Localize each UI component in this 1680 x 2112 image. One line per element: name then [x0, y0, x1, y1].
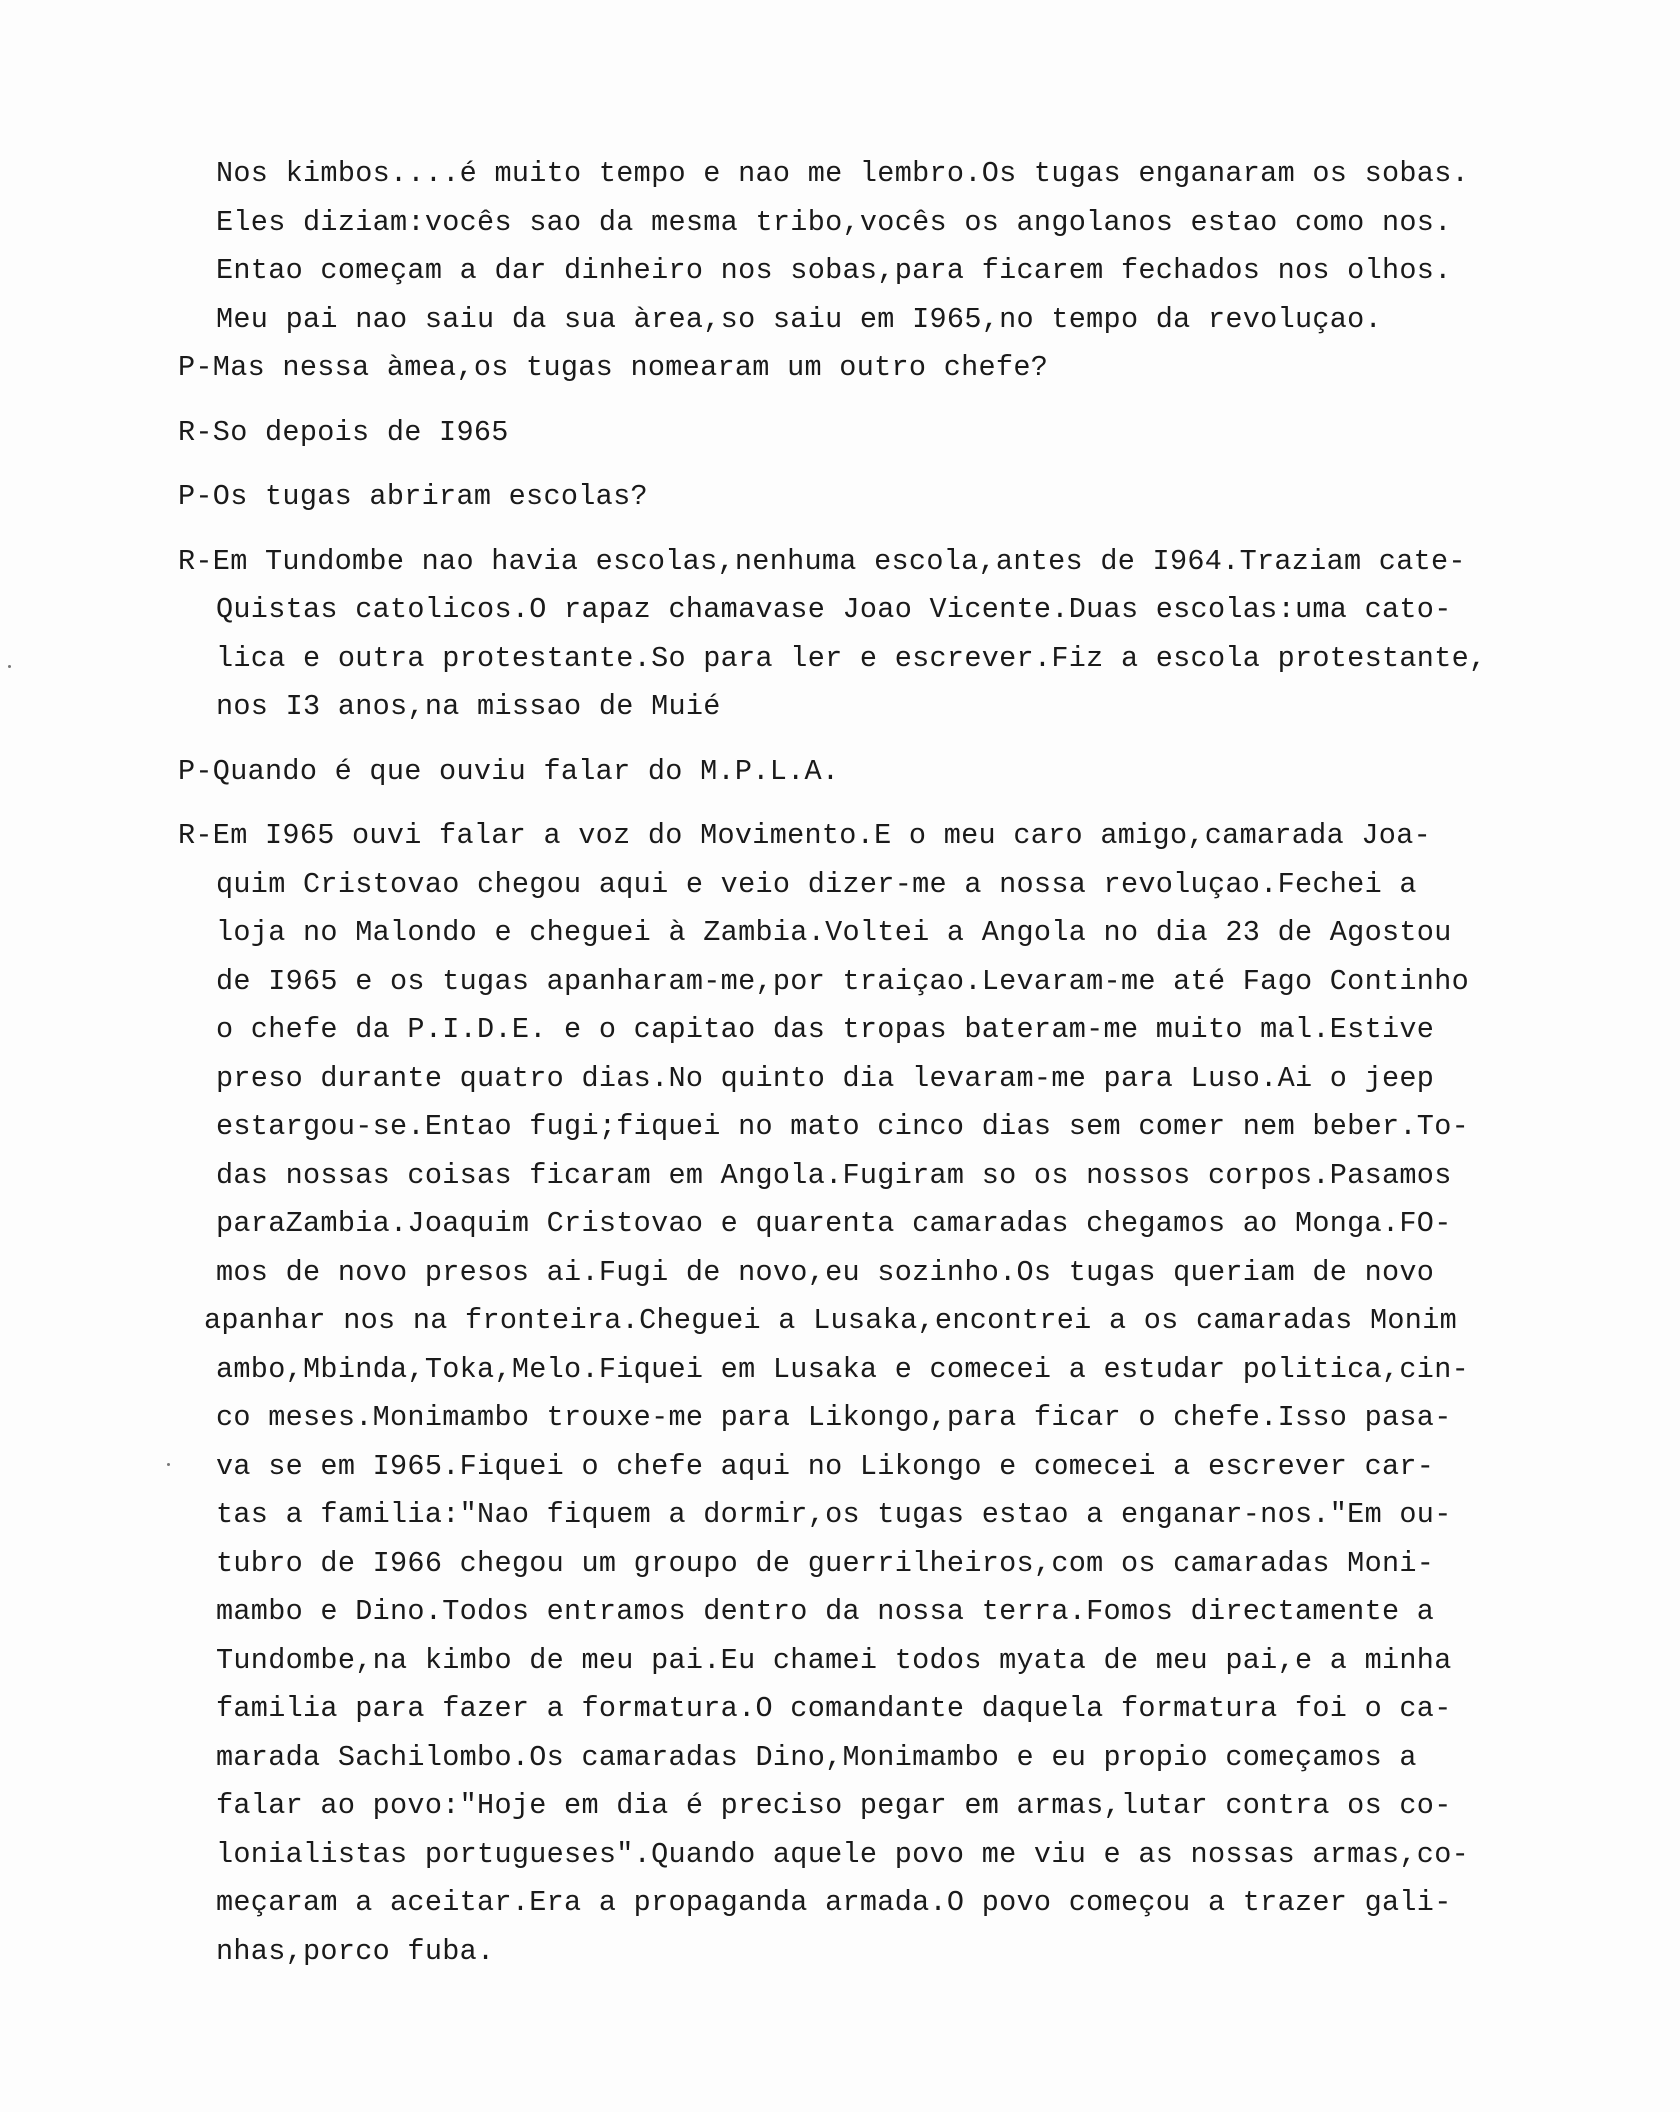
- text-line: preso durante quatro dias.No quinto dia levaram-me para Luso.Ai o jeep: [216, 1061, 1435, 1095]
- text-line: lica e outra protestante.So para ler e escrever.Fiz a escola protestante,: [216, 641, 1487, 675]
- text-line: co meses.Monimambo trouxe-me para Likongo,para ficar o chefe.Isso pasa-: [216, 1401, 1452, 1434]
- scan-speck: [167, 1463, 170, 1466]
- text-line: tas a familia:"Nao fiquem a dormir,os tugas estao a enganar-nos."Em ou-: [216, 1498, 1452, 1531]
- text-line: P-Mas nessa àmea,os tugas nomearam um outro chefe?: [178, 351, 1049, 384]
- text-line: estargou-se.Entao fugi;fiquei no mato cinco dias sem comer nem beber.To-: [216, 1110, 1469, 1143]
- text-line: Meu pai nao saiu da sua àrea,so saiu em I965,no tempo da revoluçao.: [216, 302, 1382, 336]
- text-line: P-Quando é que ouviu falar do M.P.L.A.: [178, 754, 840, 788]
- text-line: apanhar nos na fronteira.Cheguei a Lusaka,encontrei a os camaradas Monim: [204, 1304, 1457, 1337]
- text-line: o chefe da P.I.D.E. e o capitao das tropas bateram-me muito mal.Estive: [216, 1013, 1435, 1046]
- text-line: Eles diziam:vocês sao da mesma tribo,vocês os angolanos estao como nos.: [216, 205, 1452, 239]
- text-line: das nossas coisas ficaram em Angola.Fugiram so os nossos corpos.Pasamos: [216, 1158, 1452, 1192]
- question-paragraph: [178, 344, 1658, 393]
- text-line: Nos kimbos....é muito tempo e nao me lembro.Os tugas enganaram os sobas.: [216, 157, 1469, 190]
- text-line: tubro de I966 chegou um groupo de guerrilheiros,com os camaradas Moni-: [216, 1546, 1435, 1580]
- text-line: de I965 e os tugas apanharam-me,por traiçao.Levaram-me até Fago Continho: [216, 964, 1469, 998]
- scan-speck: [8, 665, 11, 668]
- text-line: R-Em I965 ouvi falar a voz do Movimento.E o meu caro amigo,camarada Joa-: [178, 819, 1431, 852]
- text-line: nhas,porco fuba.: [216, 1934, 495, 1968]
- document-text: [178, 150, 1658, 1976]
- text-line: falar ao povo:"Hoje em dia é preciso pegar em armas,lutar contra os co-: [216, 1789, 1452, 1822]
- paragraph-continuation: [178, 150, 1658, 344]
- answer-paragraph: [178, 538, 1658, 732]
- text-line: Tundombe,na kimbo de meu pai.Eu chamei todos myata de meu pai,e a minha: [216, 1643, 1452, 1677]
- question-paragraph: [178, 473, 1658, 522]
- text-line: ambo,Mbinda,Toka,Melo.Fiquei em Lusaka e comecei a estudar politica,cin-: [216, 1352, 1469, 1386]
- text-line: paraZambia.Joaquim Cristovao e quarenta camaradas chegamos ao Monga.FO-: [216, 1207, 1452, 1240]
- text-line: P-Os tugas abriram escolas?: [178, 480, 648, 513]
- text-line: mambo e Dino.Todos entramos dentro da nossa terra.Fomos directamente a: [216, 1595, 1435, 1628]
- answer-paragraph: [178, 409, 1658, 458]
- text-line: mos de novo presos ai.Fugi de novo,eu sozinho.Os tugas queriam de novo: [216, 1255, 1435, 1289]
- text-line: loja no Malondo e cheguei à Zambia.Voltei a Angola no dia 23 de Agostou: [216, 916, 1452, 949]
- text-line: R-Em Tundombe nao havia escolas,nenhuma escola,antes de I964.Traziam cate-: [178, 544, 1466, 578]
- text-line: lonialistas portugueses".Quando aquele povo me viu e as nossas armas,co-: [216, 1837, 1469, 1871]
- text-line: Quistas catolicos.O rapaz chamavase Joao Vicente.Duas escolas:uma cato-: [216, 593, 1452, 626]
- text-line: meçaram a aceitar.Era a propaganda armada.O povo começou a trazer gali-: [216, 1886, 1452, 1919]
- text-line: quim Cristovao chegou aqui e veio dizer-me a nossa revoluçao.Fechei a: [216, 867, 1417, 901]
- text-line: Entao começam a dar dinheiro nos sobas,para ficarem fechados nos olhos.: [216, 254, 1452, 287]
- text-line: familia para fazer a formatura.O comandante daquela formatura foi o ca-: [216, 1692, 1452, 1725]
- text-line: marada Sachilombo.Os camaradas Dino,Monimambo e eu propio começamos a: [216, 1740, 1417, 1774]
- text-line: R-So depois de I965: [178, 415, 509, 449]
- answer-paragraph: [178, 812, 1658, 1976]
- question-paragraph: [178, 748, 1658, 797]
- text-line: nos I3 anos,na missao de Muié: [216, 690, 721, 723]
- text-line: va se em I965.Fiquei o chefe aqui no Likongo e comecei a escrever car-: [216, 1449, 1435, 1483]
